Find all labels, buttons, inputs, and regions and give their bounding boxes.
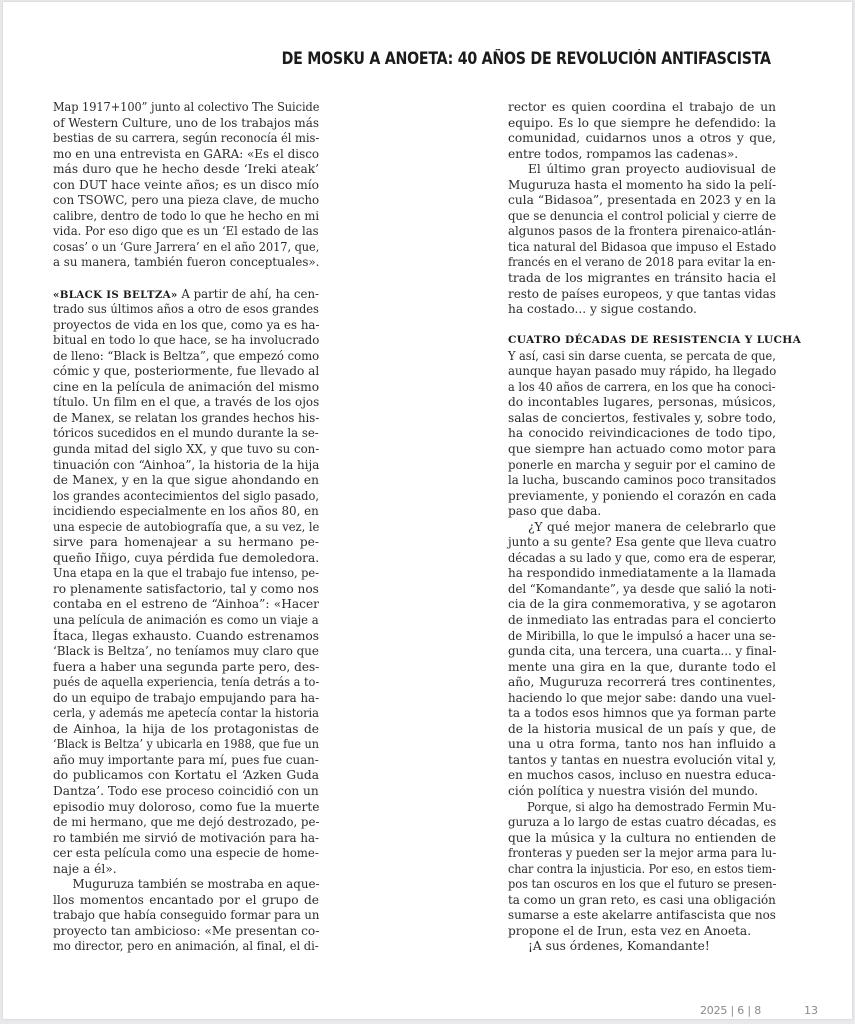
text-line: pos tan oscuros en los que el futuro se presen- [508, 877, 777, 892]
text-line: ha conocido reivindicaciones de todo tipo, [508, 426, 776, 441]
text-line: calibre, dentro de todo lo que he hecho en mi [53, 208, 320, 223]
text-line: año muy importante para mí, pues fue cuan- [53, 752, 319, 767]
text-line: cer esta película como una especie de home- [53, 846, 319, 861]
text-line: gunda mitad del siglo XX, y que tuvo su con- [53, 441, 320, 456]
text-line: año, Muguruza recorrerá tres continentes, [508, 675, 776, 690]
text-line: cómic y que, posteriormente, fue llevado al [53, 364, 320, 379]
text-line: vida. Por eso digo que es un ‘El estado de las [53, 224, 319, 239]
text-line: entre todos, rompamos las cadenas». [508, 146, 739, 161]
text-line: la lucha, buscando caminos poco transitados [508, 473, 777, 488]
text-line: una especie de autobiografía que, a su vez, le [53, 519, 320, 534]
magazine-page [3, 2, 852, 1019]
text-line: guruza a lo largo de estas cuatro décadas, es [508, 815, 777, 830]
section-label: «BLACK IS BELTZA» [53, 288, 178, 301]
text-line: más duro que he hecho desde ‘Ireki ateak’ [53, 162, 319, 177]
text-line: incidiendo especialmente en los años 80, en [53, 504, 319, 519]
text-line: queño Iñigo, cuya pérdida fue demoledora. [53, 550, 320, 565]
text-line: of Western Culture, uno de los trabajos más [53, 115, 319, 130]
text-line: trado sus últimos años a otro de esos grandes [53, 302, 319, 317]
text-line: de Manex, y en la que sigue ahondando en [53, 473, 319, 488]
text-line: título. Un film en el que, a través de los ojos [53, 395, 320, 410]
text-line: gunda cita, una tercera, una cuarta... y final- [508, 644, 777, 659]
text-line: bitual en todo lo que hace, se ha involucrado [53, 333, 320, 348]
section-lead-line [53, 286, 319, 303]
text-line: en muchos casos, incluso en nuestra educa- [508, 768, 776, 783]
text-line: del “Komandante”, ya desde que salió la noti- [508, 581, 777, 596]
text-line: haciendo lo que mejor sabe: dando una vuel- [508, 690, 776, 705]
text-line: ‘Black is Beltza’ y ubicarla en 1988, que fue un [53, 737, 319, 752]
text-line: rector es quien coordina el trabajo de un [508, 100, 776, 114]
text-line: ro también me sirvió de motivación para ha- [53, 830, 320, 845]
text-line: ¿Y qué mejor manera de celebrarlo que [528, 519, 776, 534]
text-line: cine en la película de animación del mismo [53, 379, 320, 394]
text-line: El último gran proyecto audiovisual de [528, 162, 776, 177]
text-line: tantos y tantas en nuestra evolución vital y, [508, 752, 777, 767]
text-line: Ítaca, llegas exhausto. Cuando estrenamos [53, 628, 319, 643]
text-line: trada de los migrantes en tránsito hacia el [508, 271, 776, 286]
paragraph [508, 939, 776, 955]
text-line: tóricos sucedidos en el mundo durante la se- [53, 426, 319, 441]
text-line: algunos pasos de la frontera pirenaico-atlán- [508, 224, 776, 239]
text-line: de mi hermano, que me dejó destrozado, pe- [53, 815, 320, 830]
text-line: que la música y la cultura no entienden de [508, 830, 776, 845]
text-line: naje a él». [53, 861, 117, 876]
text-line: salas de conciertos, festivales y, sobre todo, [508, 410, 777, 425]
text-line: Muguruza hasta el momento ha sido la pelí- [508, 177, 777, 192]
text-line: bestias de su carrera, según reconocía él mis- [53, 131, 320, 146]
text-line: ha costado... y sigue costando. [508, 302, 697, 317]
text-line: a su manera, también fueron conceptuales». [53, 255, 320, 270]
text-line: llos momentos encantado por el grupo de [53, 892, 319, 907]
text-line: Una etapa en la que el trabajo fue intenso, pe- [53, 566, 319, 581]
text-line: cerla, y además me apetecía contar la historia [53, 706, 319, 721]
text-line: propone el de Irun, esta vez en Anoeta. [508, 923, 752, 938]
text-line: cosas’ o un ‘Gure Jarrera’ en el año 2017, que, [53, 239, 320, 254]
text-line: ha respondido inmediatamente a la llamada [508, 566, 777, 581]
text-line: los grandes acontecimientos del siglo pasado, [53, 488, 319, 503]
text-line: episodio muy doloroso, como fue la muerte [53, 799, 320, 814]
paragraph [53, 100, 319, 271]
text-line: mo director, pero en animación, al final, el di- [53, 939, 319, 954]
text-line: A partir de ahí, ha cen- [177, 286, 319, 301]
text-line: fronteras y pueden ser la mejor arma para lu- [508, 846, 777, 861]
text-line: de la historia musical de un país y que, de [508, 721, 776, 736]
text-line: trabajo que había conseguido formar para un [53, 908, 320, 923]
left-column [53, 100, 319, 955]
paragraph [53, 287, 319, 878]
paragraph [508, 162, 776, 317]
text-line: mente una gira en la que, durante todo el [508, 659, 776, 674]
text-line: pués de aquella experiencia, tenía detrás a to- [53, 675, 320, 690]
text-line: do un equipo de trabajo empujando para ha- [53, 690, 320, 705]
paragraph [508, 100, 776, 162]
text-line: ponerle en marcha y seguir por el camino de [508, 457, 776, 472]
text-line: proyectos de vida en los que, como ya es ha- [53, 317, 320, 332]
text-line: con DUT hace veinte años; es un disco mío [53, 177, 319, 192]
text-line: fuera a haber una segunda parte pero, des- [53, 659, 320, 674]
text-line: de Ainhoa, la hija de los protagonistas de [53, 721, 319, 736]
text-line: cula “Bidasoa”, presentada en 2023 y en la [508, 193, 776, 208]
paragraph [508, 520, 776, 800]
text-line: décadas a su lado y que, como era de esperar, [508, 550, 777, 565]
text-line: contaba en el estreno de “Ainhoa”: «Hacer [53, 597, 319, 612]
text-line: char contra la injusticia. Por eso, en estos tiem- [508, 861, 776, 876]
page-number: 13 [804, 1004, 818, 1017]
text-line: que se denuncia el control policial y cierre de [508, 208, 777, 223]
text-line: francés en el verano de 2018 para evitar la en- [508, 255, 776, 270]
text-line: una película de animación es como un viaje a [53, 613, 319, 627]
section-heading: CUATRO DÉCADAS DE RESISTENCIA Y LUCHA [508, 334, 802, 347]
text-line: de inmediato las entradas para el concierto [508, 613, 776, 627]
text-line: ta a todos esos himnos que ya forman parte [508, 706, 777, 721]
text-line: Y así, casi sin darse cuenta, se percata de que, [508, 348, 776, 363]
text-line: tinuación con “Ainhoa”, la historia de la hija [53, 457, 320, 472]
text-line: de Miribilla, lo que le impulsó a hacer una se- [508, 628, 776, 643]
text-line: Dantza’. Todo ese proceso coincidió con un [53, 784, 319, 799]
text-line: sumarse a este akelarre antifascista que nos [508, 908, 776, 923]
text-line: do incontables lugares, personas, músicos, [508, 395, 776, 410]
text-line: comunidad, cuidarnos unos a otros y que, [508, 131, 776, 146]
text-line: do publicamos con Kortatu el ‘Azken Guda [53, 768, 319, 783]
text-line: ‘Black is Beltza’, no teníamos muy claro que [53, 644, 319, 659]
text-line: aunque hayan pasado muy rápido, ha llegado [508, 364, 777, 379]
text-line: mo en una entrevista en GARA: «Es el disco [53, 146, 320, 161]
text-line: que siempre han actuado como motor para [508, 441, 776, 456]
paragraph [53, 877, 319, 955]
text-line: ro plenamente satisfactorio, tal y como nos [53, 581, 319, 596]
text-line: paso que daba. [508, 504, 602, 519]
text-line: previamente, y poniendo el corazón en cada [508, 488, 777, 503]
text-line: a los 40 años de carrera, en los que ha conoci- [508, 379, 776, 394]
paragraph-gap [508, 318, 776, 334]
text-line: Porque, si algo ha demostrado Fermin Mu- [526, 799, 776, 814]
text-line: proyecto tan ambicioso: «Me presentan co- [53, 923, 320, 938]
text-line: ¡A sus órdenes, Komandante! [528, 939, 710, 954]
running-title: DE MOSKU A ANOETA: 40 AÑOS DE REVOLUCIÓN ANTIFASCISTA [281, 49, 771, 68]
text-line: cia de la gira conmemorativa, y se agotaron [508, 597, 777, 612]
text-line: ción política y nuestra visión del mundo. [508, 784, 759, 799]
paragraph-gap [53, 271, 319, 287]
paragraph [508, 349, 776, 520]
issue-date: 2025 | 6 | 8 [700, 1004, 761, 1017]
text-line: sirve para homenajear a su hermano pe- [53, 535, 319, 550]
text-line: una u otra forma, tanto nos han influido a [508, 737, 776, 752]
paragraph [508, 800, 776, 940]
right-column [508, 100, 802, 955]
text-line: de lleno: “Black is Beltza”, que empezó como [53, 348, 320, 363]
text-line: junto a su gente? Esa gente que lleva cuatro [508, 535, 777, 550]
text-line: con TSOWC, pero una pieza clave, de mucho [53, 193, 320, 208]
text-line: ta como un gran reto, es casi una obligación [508, 892, 776, 907]
text-line: Muguruza también se mostraba en aque- [72, 877, 320, 892]
text-line: tica natural del Bidasoa que impuso el Estado [508, 239, 777, 254]
text-line: de Manex, se relatan los grandes hechos his- [53, 410, 320, 425]
text-line: resto de países europeos, y que tantas vidas [508, 286, 776, 301]
text-line: Map 1917+100” junto al colectivo The Suicide [53, 100, 320, 114]
text-line: equipo. Es lo que siempre he defendido: la [508, 115, 776, 130]
